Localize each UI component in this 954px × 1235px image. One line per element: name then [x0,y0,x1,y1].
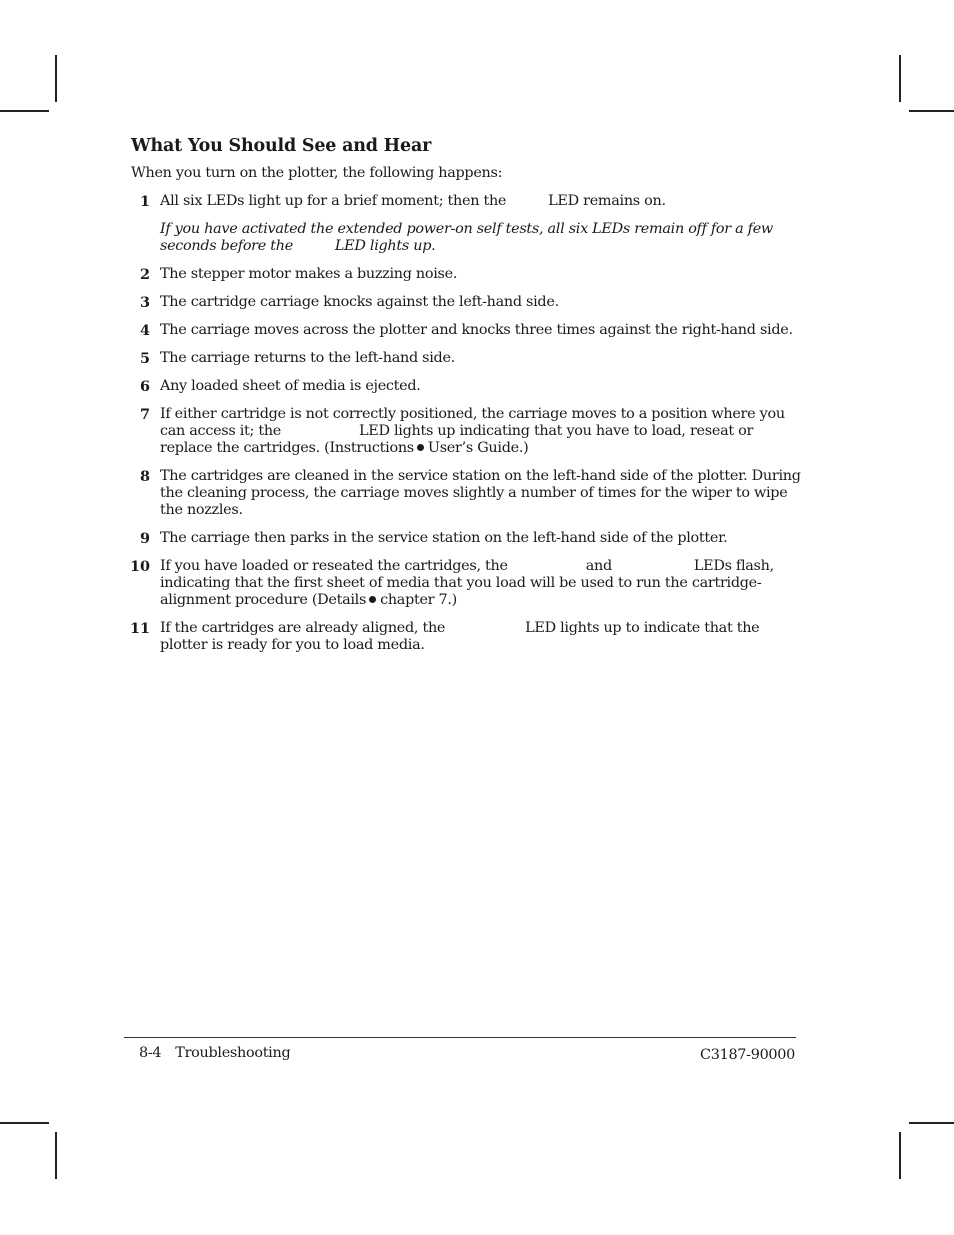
step-text: The cartridges are cleaned in the service station on the left-hand side of the plotter. During the cleaning process, the carriage moves slightly a number of times for the wiper to wipe the nozzles. [160,468,801,518]
list-item [126,406,806,457]
step-text: If you have loaded or reseated the cartridges, the and LEDs flash, indicating that the first sheet of media that you load will be used to run the cartridge-alignment procedure (Details chapter 7.) [160,558,774,608]
list-item [126,294,806,311]
part-number: C3187-90000 [700,1047,795,1063]
footer-rule [124,1037,796,1038]
bullet-icon [369,596,376,603]
bullet-icon [417,444,424,451]
crop-mark [0,110,49,112]
list-item [126,266,806,283]
step-text: Any loaded sheet of media is ejected. [160,378,421,394]
step-number: 2 [139,266,150,283]
step-text: The carriage moves across the plotter and knocks three times against the right-hand side. [160,322,793,338]
steps-list [126,193,806,665]
list-item [126,468,806,519]
step-text: The carriage then parks in the service station on the left-hand side of the plotter. [160,530,728,546]
list-item [126,350,806,367]
step-text: The cartridge carriage knocks against the left-hand side. [160,294,559,310]
footer-left [139,1045,290,1061]
crop-mark [0,1122,49,1124]
list-item [126,193,806,255]
crop-mark [899,55,901,102]
step-number: 5 [139,350,150,367]
crop-mark [909,110,954,112]
list-item [126,378,806,395]
step-text: The carriage returns to the left-hand side. [160,350,455,366]
step-number: 7 [139,406,150,423]
step-number: 10 [129,558,150,575]
step-number: 1 [139,193,150,210]
step-number: 11 [129,620,150,637]
step-number: 8 [139,468,150,485]
step-text: All six LEDs light up for a brief moment; then the LED remains on. [160,193,666,209]
step-number: 3 [139,294,150,311]
list-item [126,322,806,339]
step-number: 4 [139,322,150,339]
step-text: The stepper motor makes a buzzing noise. [160,266,458,282]
step-text: If the cartridges are already aligned, the LED lights up to indicate that the plotter is ready for you to load media. [160,620,760,653]
section-heading: What You Should See and Hear [131,136,432,156]
step-text: If either cartridge is not correctly positioned, the carriage moves to a position where you can access it; the LED lights up indicating that you have to load, reseat or replace the cartridges. (Instructions User’s Guide.) [160,406,785,456]
crop-mark [55,55,57,102]
list-item [126,530,806,547]
list-item [126,558,806,609]
crop-mark [909,1122,954,1124]
section-name: Troubleshooting [175,1045,291,1061]
step-note: If you have activated the extended power-on self tests, all six LEDs remain off for a few seconds before the LED lights up. [160,221,773,254]
crop-mark [55,1132,57,1179]
page-number: 8-4 [139,1045,162,1061]
list-item [126,620,806,654]
intro-text: When you turn on the plotter, the following happens: [131,165,503,181]
crop-mark [899,1132,901,1179]
step-number: 6 [139,378,150,395]
step-number: 9 [139,530,150,547]
